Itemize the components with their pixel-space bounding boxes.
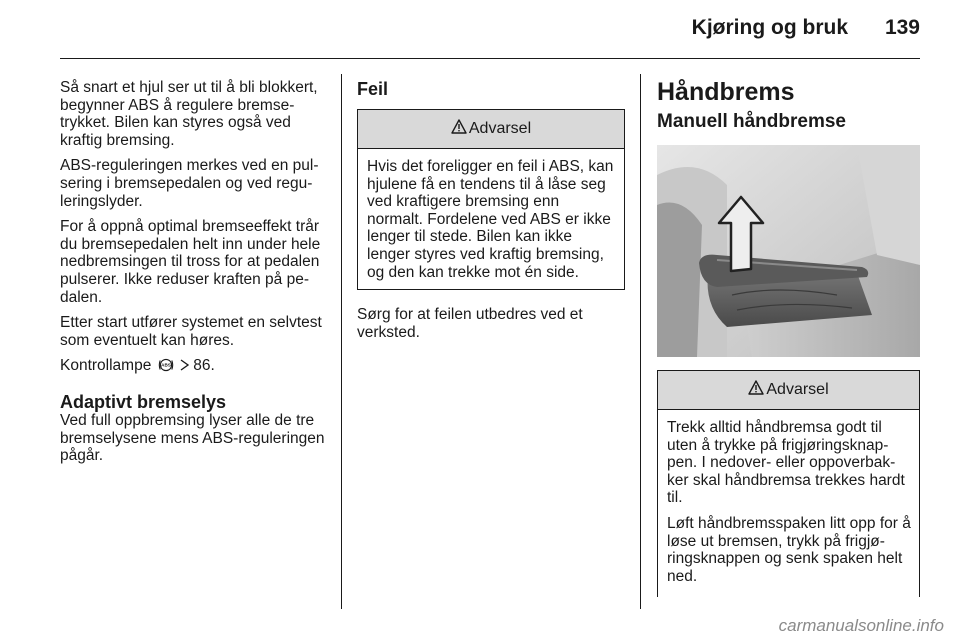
- warning-body: [658, 410, 919, 597]
- paragraph: Så snart et hjul ser ut til å bli blokkert, begynner ABS å regulere bremsetrykket. Bilen kan styres også ved kraftig bremsing.: [60, 79, 318, 149]
- paragraph: ABS-reguleringen merkes ved en pulsering i bremsepedalen og ved reguleringslyder.: [60, 157, 319, 210]
- paragraph: Etter start utfører systemet en selvtest som eventuelt kan høres.: [60, 314, 322, 349]
- control-lamp-label: Kontrollampe: [60, 357, 152, 375]
- header-rule: [60, 58, 920, 59]
- column-divider-2: [640, 74, 641, 609]
- svg-text:ABS: ABS: [160, 362, 171, 368]
- column-2: [357, 79, 625, 349]
- warning-title: Advarsel: [468, 120, 532, 138]
- column-divider-1: [341, 74, 342, 609]
- paragraph: For å oppnå optimal bremseeffekt trår du bremsepedalen helt inn under hele nedbremsingen til tross for at pedalen pulserer. Ikke reduser kraften på pedalen.: [60, 218, 321, 306]
- page-reference: 86.: [193, 357, 215, 375]
- running-header-title: Kjøring og bruk: [691, 16, 848, 39]
- warning-text: Trekk alltid håndbremsa godt til uten å trykke på frigjøringsknappen. I nedover- eller oppoverbakker skal håndbremsa trekkes hardt til.: [667, 419, 905, 507]
- warning-body: [358, 149, 624, 289]
- handbrake-lever-photo: [657, 145, 920, 357]
- manual-handbrake-heading: Manuell håndbremse: [657, 111, 846, 132]
- watermark: carmanualsonline.info: [778, 616, 944, 635]
- warning-triangle-icon: [748, 380, 764, 400]
- warning-text: Løft håndbremsspaken litt opp for å løse ut bremsen, trykk på frigjøringsknappen og senk spaken helt ned.: [667, 514, 911, 585]
- adaptive-brake-light-heading: Adaptivt bremselys: [60, 391, 227, 412]
- warning-header: [358, 110, 624, 149]
- warning-text: Hvis det foreligger en feil i ABS, kan hjulene få en tendens til å låse seg ved kraftigere bremsing enn normalt. Fordelene ved ABS er ikke lenger til stede. Bilen kan ikke lenger styres ved kraftig bremsing, og den kan trekke mot én side.: [367, 158, 614, 281]
- paragraph: Sørg for at feilen utbedres ved et verksted.: [357, 306, 583, 341]
- page-reference-icon: [180, 358, 189, 376]
- warning-header: [658, 371, 919, 410]
- adaptive-brake-light-text: Ved full oppbremsing lyser alle de tre bremselysene mens ABS-reguleringen pågår.: [60, 411, 325, 465]
- control-lamp-line: [60, 357, 328, 378]
- handbrake-section-heading: Håndbrems: [657, 78, 795, 106]
- fault-heading: Feil: [357, 79, 389, 99]
- warning-triangle-icon: [451, 119, 467, 139]
- warning-title: Advarsel: [766, 381, 829, 399]
- warning-box: [357, 109, 625, 290]
- abs-warning-lamp-icon: [158, 357, 174, 378]
- warning-box: [657, 370, 920, 597]
- page-number: 139: [884, 16, 920, 39]
- column-1: [60, 79, 328, 473]
- column-3: [657, 79, 920, 597]
